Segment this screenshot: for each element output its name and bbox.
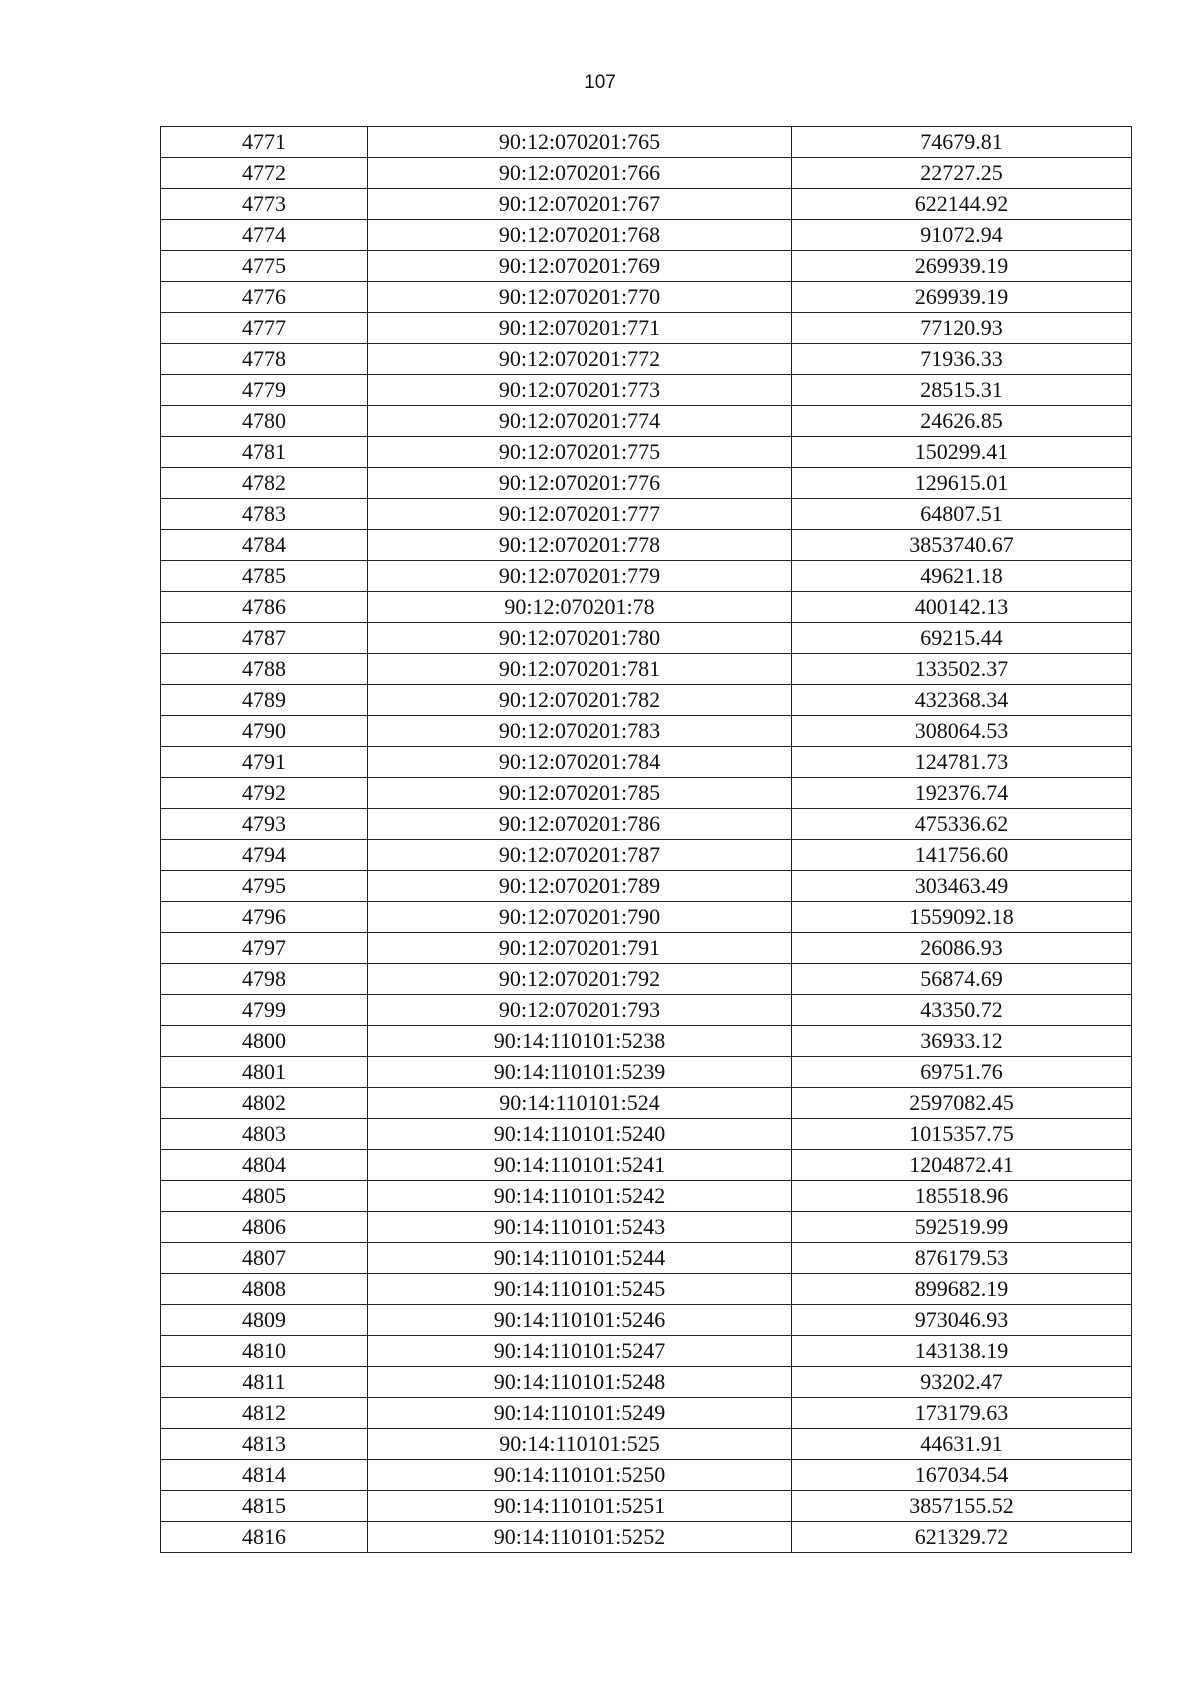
row-number-cell: 4783 — [161, 499, 368, 530]
row-number-cell: 4814 — [161, 1460, 368, 1491]
row-number-cell: 4774 — [161, 220, 368, 251]
row-number-cell: 4816 — [161, 1522, 368, 1553]
table-row — [161, 995, 1132, 1026]
table-row — [161, 375, 1132, 406]
table-row — [161, 220, 1132, 251]
value-cell: 124781.73 — [792, 747, 1132, 778]
cadastral-number-cell: 90:12:070201:783 — [368, 716, 792, 747]
cadastral-number-cell: 90:12:070201:790 — [368, 902, 792, 933]
row-number-cell: 4789 — [161, 685, 368, 716]
row-number-cell: 4797 — [161, 933, 368, 964]
row-number-cell: 4806 — [161, 1212, 368, 1243]
value-cell: 133502.37 — [792, 654, 1132, 685]
cadastral-number-cell: 90:12:070201:776 — [368, 468, 792, 499]
value-cell: 3853740.67 — [792, 530, 1132, 561]
table-row — [161, 1491, 1132, 1522]
table-body — [161, 127, 1132, 1553]
row-number-cell: 4803 — [161, 1119, 368, 1150]
row-number-cell: 4794 — [161, 840, 368, 871]
value-cell: 592519.99 — [792, 1212, 1132, 1243]
row-number-cell: 4802 — [161, 1088, 368, 1119]
table-row — [161, 1119, 1132, 1150]
value-cell: 56874.69 — [792, 964, 1132, 995]
row-number-cell: 4815 — [161, 1491, 368, 1522]
table-row — [161, 1522, 1132, 1553]
cadastral-number-cell: 90:14:110101:5241 — [368, 1150, 792, 1181]
table-row — [161, 344, 1132, 375]
cadastral-number-cell: 90:14:110101:5247 — [368, 1336, 792, 1367]
table-row — [161, 1057, 1132, 1088]
data-table — [160, 126, 1132, 1553]
cadastral-number-cell: 90:14:110101:5251 — [368, 1491, 792, 1522]
cadastral-number-cell: 90:12:070201:771 — [368, 313, 792, 344]
value-cell: 303463.49 — [792, 871, 1132, 902]
table-row — [161, 1398, 1132, 1429]
value-cell: 1559092.18 — [792, 902, 1132, 933]
cadastral-number-cell: 90:12:070201:785 — [368, 778, 792, 809]
value-cell: 93202.47 — [792, 1367, 1132, 1398]
cadastral-number-cell: 90:12:070201:782 — [368, 685, 792, 716]
table-row — [161, 1181, 1132, 1212]
row-number-cell: 4784 — [161, 530, 368, 561]
cadastral-number-cell: 90:14:110101:5240 — [368, 1119, 792, 1150]
cadastral-number-cell: 90:14:110101:5239 — [368, 1057, 792, 1088]
table-row — [161, 1274, 1132, 1305]
cadastral-number-cell: 90:14:110101:5243 — [368, 1212, 792, 1243]
row-number-cell: 4801 — [161, 1057, 368, 1088]
value-cell: 621329.72 — [792, 1522, 1132, 1553]
value-cell: 400142.13 — [792, 592, 1132, 623]
cadastral-number-cell: 90:14:110101:5252 — [368, 1522, 792, 1553]
cadastral-number-cell: 90:12:070201:78 — [368, 592, 792, 623]
value-cell: 69751.76 — [792, 1057, 1132, 1088]
table-row — [161, 437, 1132, 468]
cadastral-number-cell: 90:14:110101:525 — [368, 1429, 792, 1460]
table-row — [161, 1150, 1132, 1181]
cadastral-number-cell: 90:14:110101:5249 — [368, 1398, 792, 1429]
table-row — [161, 1460, 1132, 1491]
cadastral-number-cell: 90:14:110101:5245 — [368, 1274, 792, 1305]
row-number-cell: 4786 — [161, 592, 368, 623]
table-row — [161, 1336, 1132, 1367]
row-number-cell: 4811 — [161, 1367, 368, 1398]
cadastral-number-cell: 90:14:110101:524 — [368, 1088, 792, 1119]
value-cell: 44631.91 — [792, 1429, 1132, 1460]
table-row — [161, 158, 1132, 189]
cadastral-number-cell: 90:12:070201:769 — [368, 251, 792, 282]
row-number-cell: 4796 — [161, 902, 368, 933]
table-row — [161, 499, 1132, 530]
table-row — [161, 1088, 1132, 1119]
table-row — [161, 1367, 1132, 1398]
row-number-cell: 4771 — [161, 127, 368, 158]
value-cell: 141756.60 — [792, 840, 1132, 871]
row-number-cell: 4807 — [161, 1243, 368, 1274]
cadastral-number-cell: 90:12:070201:791 — [368, 933, 792, 964]
row-number-cell: 4795 — [161, 871, 368, 902]
value-cell: 269939.19 — [792, 282, 1132, 313]
value-cell: 74679.81 — [792, 127, 1132, 158]
cadastral-number-cell: 90:12:070201:772 — [368, 344, 792, 375]
table-row — [161, 251, 1132, 282]
value-cell: 36933.12 — [792, 1026, 1132, 1057]
value-cell: 64807.51 — [792, 499, 1132, 530]
table-row — [161, 1243, 1132, 1274]
cadastral-number-cell: 90:12:070201:784 — [368, 747, 792, 778]
value-cell: 173179.63 — [792, 1398, 1132, 1429]
value-cell: 26086.93 — [792, 933, 1132, 964]
table-row — [161, 871, 1132, 902]
row-number-cell: 4798 — [161, 964, 368, 995]
cadastral-number-cell: 90:12:070201:787 — [368, 840, 792, 871]
value-cell: 22727.25 — [792, 158, 1132, 189]
table-row — [161, 1212, 1132, 1243]
table-row — [161, 282, 1132, 313]
row-number-cell: 4792 — [161, 778, 368, 809]
cadastral-number-cell: 90:12:070201:793 — [368, 995, 792, 1026]
cadastral-number-cell: 90:14:110101:5244 — [368, 1243, 792, 1274]
table-row — [161, 778, 1132, 809]
row-number-cell: 4791 — [161, 747, 368, 778]
cadastral-number-cell: 90:12:070201:768 — [368, 220, 792, 251]
value-cell: 49621.18 — [792, 561, 1132, 592]
row-number-cell: 4809 — [161, 1305, 368, 1336]
cadastral-number-cell: 90:14:110101:5242 — [368, 1181, 792, 1212]
table-row — [161, 933, 1132, 964]
cadastral-number-cell: 90:12:070201:778 — [368, 530, 792, 561]
cadastral-number-cell: 90:12:070201:789 — [368, 871, 792, 902]
value-cell: 973046.93 — [792, 1305, 1132, 1336]
page-number: 107 — [584, 72, 616, 93]
table-row — [161, 189, 1132, 220]
value-cell: 3857155.52 — [792, 1491, 1132, 1522]
value-cell: 143138.19 — [792, 1336, 1132, 1367]
cadastral-number-cell: 90:12:070201:786 — [368, 809, 792, 840]
row-number-cell: 4773 — [161, 189, 368, 220]
value-cell: 876179.53 — [792, 1243, 1132, 1274]
value-cell: 1015357.75 — [792, 1119, 1132, 1150]
row-number-cell: 4800 — [161, 1026, 368, 1057]
table-row — [161, 809, 1132, 840]
value-cell: 69215.44 — [792, 623, 1132, 654]
cadastral-number-cell: 90:12:070201:767 — [368, 189, 792, 220]
row-number-cell: 4788 — [161, 654, 368, 685]
table-row — [161, 1305, 1132, 1336]
value-cell: 2597082.45 — [792, 1088, 1132, 1119]
value-cell: 43350.72 — [792, 995, 1132, 1026]
value-cell: 129615.01 — [792, 468, 1132, 499]
row-number-cell: 4772 — [161, 158, 368, 189]
value-cell: 71936.33 — [792, 344, 1132, 375]
value-cell: 308064.53 — [792, 716, 1132, 747]
table-row — [161, 313, 1132, 344]
value-cell: 77120.93 — [792, 313, 1132, 344]
row-number-cell: 4812 — [161, 1398, 368, 1429]
value-cell: 899682.19 — [792, 1274, 1132, 1305]
row-number-cell: 4793 — [161, 809, 368, 840]
value-cell: 432368.34 — [792, 685, 1132, 716]
row-number-cell: 4810 — [161, 1336, 368, 1367]
row-number-cell: 4777 — [161, 313, 368, 344]
value-cell: 28515.31 — [792, 375, 1132, 406]
table-row — [161, 685, 1132, 716]
table-row — [161, 623, 1132, 654]
cadastral-number-cell: 90:14:110101:5246 — [368, 1305, 792, 1336]
row-number-cell: 4813 — [161, 1429, 368, 1460]
value-cell: 475336.62 — [792, 809, 1132, 840]
cadastral-number-cell: 90:12:070201:777 — [368, 499, 792, 530]
cadastral-number-cell: 90:12:070201:765 — [368, 127, 792, 158]
cadastral-number-cell: 90:14:110101:5238 — [368, 1026, 792, 1057]
row-number-cell: 4804 — [161, 1150, 368, 1181]
cadastral-number-cell: 90:14:110101:5248 — [368, 1367, 792, 1398]
value-cell: 91072.94 — [792, 220, 1132, 251]
cadastral-number-cell: 90:12:070201:775 — [368, 437, 792, 468]
cadastral-number-cell: 90:14:110101:5250 — [368, 1460, 792, 1491]
row-number-cell: 4805 — [161, 1181, 368, 1212]
table-row — [161, 592, 1132, 623]
value-cell: 192376.74 — [792, 778, 1132, 809]
cadastral-number-cell: 90:12:070201:773 — [368, 375, 792, 406]
cadastral-number-cell: 90:12:070201:780 — [368, 623, 792, 654]
row-number-cell: 4790 — [161, 716, 368, 747]
value-cell: 167034.54 — [792, 1460, 1132, 1491]
row-number-cell: 4779 — [161, 375, 368, 406]
row-number-cell: 4775 — [161, 251, 368, 282]
row-number-cell: 4781 — [161, 437, 368, 468]
table-row — [161, 902, 1132, 933]
row-number-cell: 4778 — [161, 344, 368, 375]
row-number-cell: 4799 — [161, 995, 368, 1026]
table-row — [161, 561, 1132, 592]
cadastral-number-cell: 90:12:070201:779 — [368, 561, 792, 592]
table-row — [161, 964, 1132, 995]
row-number-cell: 4808 — [161, 1274, 368, 1305]
table-row — [161, 530, 1132, 561]
table-row — [161, 716, 1132, 747]
table-row — [161, 747, 1132, 778]
cadastral-number-cell: 90:12:070201:792 — [368, 964, 792, 995]
row-number-cell: 4787 — [161, 623, 368, 654]
table-row — [161, 840, 1132, 871]
table-row — [161, 1429, 1132, 1460]
table-row — [161, 468, 1132, 499]
cadastral-number-cell: 90:12:070201:781 — [368, 654, 792, 685]
row-number-cell: 4782 — [161, 468, 368, 499]
cadastral-number-cell: 90:12:070201:774 — [368, 406, 792, 437]
value-cell: 24626.85 — [792, 406, 1132, 437]
cadastral-number-cell: 90:12:070201:770 — [368, 282, 792, 313]
row-number-cell: 4776 — [161, 282, 368, 313]
value-cell: 622144.92 — [792, 189, 1132, 220]
row-number-cell: 4780 — [161, 406, 368, 437]
row-number-cell: 4785 — [161, 561, 368, 592]
cadastral-number-cell: 90:12:070201:766 — [368, 158, 792, 189]
table-row — [161, 1026, 1132, 1057]
value-cell: 1204872.41 — [792, 1150, 1132, 1181]
value-cell: 150299.41 — [792, 437, 1132, 468]
table-row — [161, 654, 1132, 685]
value-cell: 185518.96 — [792, 1181, 1132, 1212]
value-cell: 269939.19 — [792, 251, 1132, 282]
table-row — [161, 406, 1132, 437]
table-row — [161, 127, 1132, 158]
